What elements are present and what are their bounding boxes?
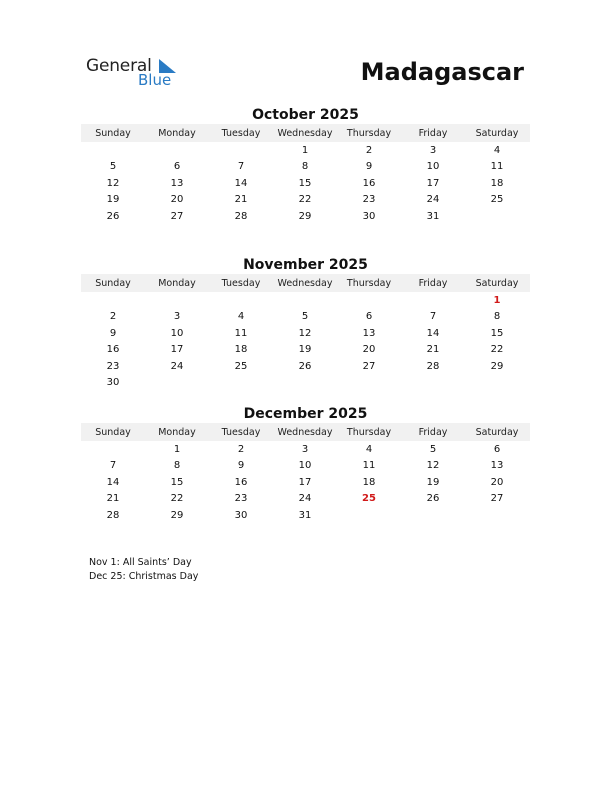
day-cell: 17 — [426, 177, 440, 189]
week-row — [81, 292, 530, 309]
week-row — [81, 159, 530, 176]
day-cell: 1 — [301, 144, 309, 156]
day-cell: 27 — [490, 493, 504, 505]
day-cell: 10 — [426, 161, 440, 173]
day-cell: 7 — [237, 161, 245, 173]
day-cell: 28 — [106, 509, 120, 521]
day-cell: 16 — [106, 344, 120, 356]
day-cell: 11 — [490, 161, 504, 173]
day-cell: 19 — [298, 344, 312, 356]
week-row — [81, 507, 530, 524]
day-cell: 18 — [490, 177, 504, 189]
brand-name-blue: Blue — [138, 71, 172, 89]
holiday-note: Nov 1: All Saints’ Day — [89, 557, 192, 568]
day-cell: 21 — [234, 194, 248, 206]
day-cell: 14 — [106, 476, 120, 488]
day-cell: 16 — [362, 177, 376, 189]
day-cell: 12 — [298, 327, 312, 339]
weekday-label: Tuesday — [221, 426, 261, 438]
day-cell: 10 — [298, 460, 312, 472]
day-cell: 13 — [362, 327, 376, 339]
day-cell: 12 — [426, 460, 440, 472]
day-cell: 5 — [109, 161, 117, 173]
brand-name-general: General — [86, 56, 152, 76]
day-cell: 13 — [170, 177, 184, 189]
country-title: Madagascar — [360, 58, 524, 86]
day-cell: 25 — [490, 194, 504, 206]
day-cell: 21 — [426, 344, 440, 356]
day-cell: 21 — [106, 493, 120, 505]
day-cell: 19 — [426, 476, 440, 488]
day-cell: 20 — [170, 194, 184, 206]
weekday-label: Wednesday — [277, 277, 333, 289]
day-cell: 26 — [106, 210, 120, 222]
week-row — [81, 358, 530, 375]
month-grid — [81, 124, 530, 225]
weekday-label: Sunday — [95, 127, 131, 139]
weekday-label: Saturday — [475, 277, 519, 289]
weekday-label: Monday — [158, 277, 196, 289]
day-cell: 30 — [362, 210, 376, 222]
weekday-label: Friday — [418, 277, 448, 289]
holiday-note: Dec 25: Christmas Day — [89, 571, 199, 582]
month-title: October 2025 — [252, 107, 359, 123]
day-cell: 26 — [298, 360, 312, 372]
weekday-label: Saturday — [475, 426, 519, 438]
day-cell: 29 — [170, 509, 184, 521]
weekday-label: Monday — [158, 127, 196, 139]
week-row — [81, 192, 530, 209]
weekday-label: Sunday — [95, 277, 131, 289]
day-cell: 1 — [173, 443, 181, 455]
weekday-label: Tuesday — [221, 127, 261, 139]
day-cell: 2 — [237, 443, 245, 455]
day-cell: 10 — [170, 327, 184, 339]
day-cell: 2 — [109, 311, 117, 323]
day-cell: 24 — [170, 360, 184, 372]
month-title: November 2025 — [243, 257, 368, 273]
day-cell: 18 — [234, 344, 248, 356]
day-cell: 29 — [298, 210, 312, 222]
day-cell: 12 — [106, 177, 120, 189]
month-grid — [81, 274, 530, 391]
day-cell: 16 — [234, 476, 248, 488]
day-cell: 8 — [301, 161, 309, 173]
week-row — [81, 342, 530, 359]
weekday-label: Wednesday — [277, 426, 333, 438]
day-cell: 24 — [298, 493, 312, 505]
day-cell: 7 — [429, 311, 437, 323]
weekday-label: Thursday — [346, 426, 392, 438]
day-cell: 6 — [365, 311, 373, 323]
day-cell: 27 — [170, 210, 184, 222]
day-cell: 8 — [173, 460, 181, 472]
day-cell: 7 — [109, 460, 117, 472]
day-cell: 22 — [170, 493, 184, 505]
day-cell: 28 — [426, 360, 440, 372]
day-cell: 4 — [365, 443, 373, 455]
week-row — [81, 375, 530, 392]
day-cell: 31 — [426, 210, 440, 222]
day-cell: 28 — [234, 210, 248, 222]
weekday-label: Thursday — [346, 277, 392, 289]
week-row — [81, 309, 530, 326]
day-cell: 23 — [106, 360, 120, 372]
day-cell: 2 — [365, 144, 373, 156]
day-cell: 9 — [109, 327, 117, 339]
day-cell: 5 — [429, 443, 437, 455]
day-cell: 23 — [234, 493, 248, 505]
day-cell: 3 — [173, 311, 181, 323]
day-cell: 6 — [493, 443, 501, 455]
weekday-header-row — [81, 124, 530, 142]
weekday-label: Friday — [418, 127, 448, 139]
day-cell: 20 — [362, 344, 376, 356]
weekday-label: Tuesday — [221, 277, 261, 289]
week-row — [81, 142, 530, 159]
day-cell: 17 — [170, 344, 184, 356]
brand-logo — [86, 56, 186, 92]
weekday-label: Saturday — [475, 127, 519, 139]
day-cell: 14 — [234, 177, 248, 189]
day-cell: 15 — [170, 476, 184, 488]
day-cell: 26 — [426, 493, 440, 505]
week-row — [81, 325, 530, 342]
weekday-label: Sunday — [95, 426, 131, 438]
week-row — [81, 491, 530, 508]
week-row — [81, 441, 530, 458]
month-december — [81, 405, 530, 524]
day-cell: 4 — [237, 311, 245, 323]
day-cell: 15 — [298, 177, 312, 189]
day-cell: 3 — [301, 443, 309, 455]
month-october — [81, 106, 530, 225]
day-cell: 8 — [493, 311, 501, 323]
weekday-header-row — [81, 274, 530, 292]
day-cell: 3 — [429, 144, 437, 156]
day-cell: 29 — [490, 360, 504, 372]
day-cell: 11 — [234, 327, 248, 339]
day-cell: 17 — [298, 476, 312, 488]
week-row — [81, 175, 530, 192]
day-cell: 31 — [298, 509, 312, 521]
holiday-notes — [89, 556, 198, 584]
day-cell: 25 — [234, 360, 248, 372]
day-cell: 5 — [301, 311, 309, 323]
month-title: December 2025 — [243, 406, 368, 422]
day-cell: 24 — [426, 194, 440, 206]
day-cell: 23 — [362, 194, 376, 206]
weekday-label: Monday — [158, 426, 196, 438]
day-cell: 11 — [362, 460, 376, 472]
day-cell: 20 — [490, 476, 504, 488]
day-cell: 9 — [237, 460, 245, 472]
day-cell: 4 — [493, 144, 501, 156]
weekday-label: Thursday — [346, 127, 392, 139]
month-grid — [81, 423, 530, 524]
month-november — [81, 256, 530, 391]
day-cell: 14 — [426, 327, 440, 339]
day-cell: 27 — [362, 360, 376, 372]
day-cell: 22 — [490, 344, 504, 356]
week-row — [81, 458, 530, 475]
holiday-day-cell: 25 — [362, 493, 376, 505]
day-cell: 19 — [106, 194, 120, 206]
day-cell: 30 — [106, 377, 120, 389]
day-cell: 13 — [490, 460, 504, 472]
week-row — [81, 208, 530, 225]
holiday-day-cell: 1 — [493, 294, 501, 306]
weekday-label: Wednesday — [277, 127, 333, 139]
day-cell: 30 — [234, 509, 248, 521]
day-cell: 9 — [365, 161, 373, 173]
day-cell: 15 — [490, 327, 504, 339]
day-cell: 6 — [173, 161, 181, 173]
week-row — [81, 474, 530, 491]
weekday-header-row — [81, 423, 530, 441]
day-cell: 18 — [362, 476, 376, 488]
weekday-label: Friday — [418, 426, 448, 438]
day-cell: 22 — [298, 194, 312, 206]
